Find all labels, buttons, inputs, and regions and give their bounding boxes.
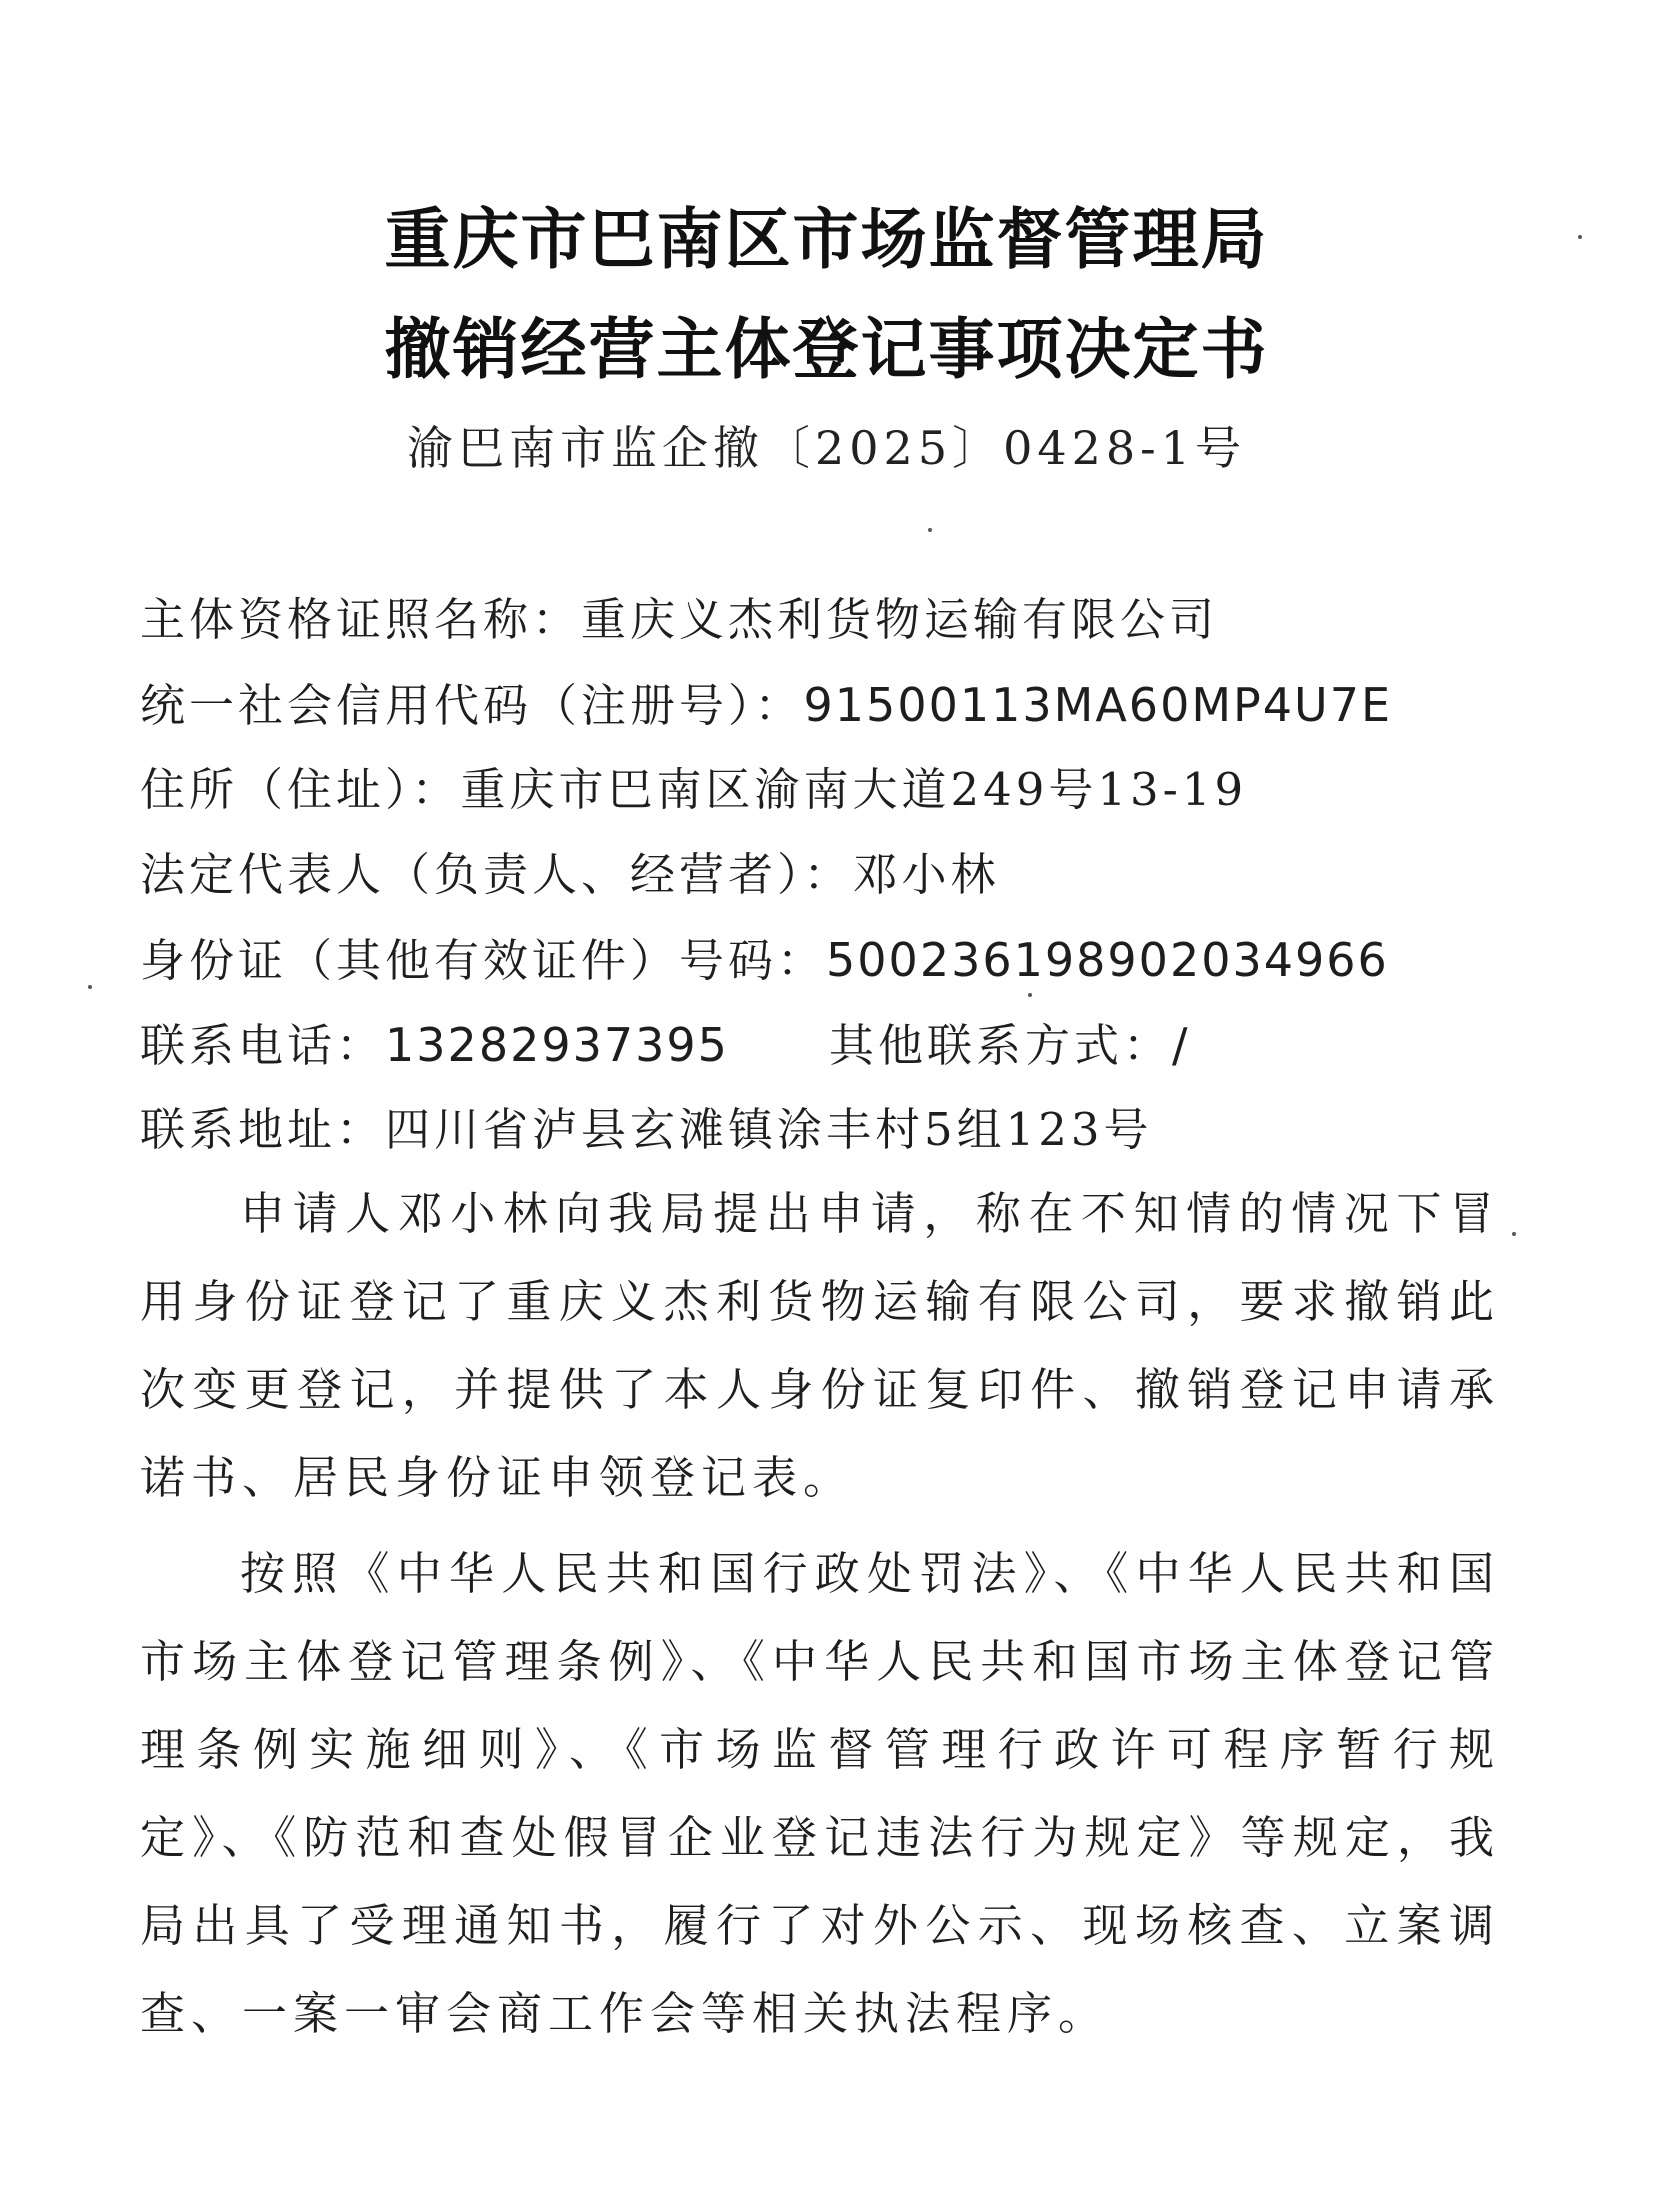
credit-code-label: 统一社会信用代码（注册号）： <box>140 679 804 732</box>
entity-name-label: 主体资格证照名称： <box>140 593 582 646</box>
phone-row <box>140 1015 1520 1076</box>
body-paragraph-2: 按照《中华人民共和国行政处罚法》、《中华人民共和国市场主体登记管理条例》、《中华人民共和国市场主体登记管理条例实施细则》、《市场监督管理行政许可程序暂行规定》、《防范和查处假冒企业登记违法行为规定》等规定，我局出具了受理通知书，履行了对外公示、现场核查、立案调查、一案一审会商工作会等相关执法程序。 <box>140 1547 1500 2040</box>
legal-rep-label: 法定代表人（负责人、经营者）： <box>140 848 853 901</box>
scan-speck <box>1512 1232 1516 1236</box>
legal-rep-value: 邓小林 <box>852 848 1000 901</box>
other-contact-value: / <box>1171 1018 1190 1072</box>
contact-address-value: 四川省泸县玄滩镇涂丰村5组123号 <box>385 1103 1153 1156</box>
id-number-label: 身份证（其他有效证件）号码： <box>140 934 827 987</box>
contact-address-label: 联系地址： <box>140 1103 386 1156</box>
entity-name-row <box>140 590 1520 650</box>
scan-speck <box>88 985 92 989</box>
id-number-row <box>140 930 1520 991</box>
document-title-line2: 撤销经营主体登记事项决定书 <box>384 311 1269 388</box>
scan-speck <box>1028 993 1032 997</box>
credit-code-value: 91500113MA60MP4U7E <box>803 678 1393 732</box>
scan-speck <box>928 528 932 532</box>
phone-label: 联系电话： <box>140 1019 386 1072</box>
legal-rep-row <box>140 845 1520 905</box>
body-paragraph-1: 申请人邓小林向我局提出申请，称在不知情的情况下冒用身份证登记了重庆义杰利货物运输有限公司，要求撤销此次变更登记，并提供了本人身份证复印件、撤销登记申请承诺书、居民身份证申领登记表。 <box>140 1187 1500 1504</box>
phone-value: 13282937395 <box>385 1018 729 1072</box>
scan-speck <box>1578 235 1582 239</box>
address-row <box>140 760 1520 820</box>
document-title-line1: 重庆市巴南区市场监督管理局 <box>384 201 1269 278</box>
credit-code-row <box>140 675 1520 736</box>
document-number: 渝巴南市监企撤〔2025〕0428-1号 <box>407 421 1246 475</box>
contact-address-row <box>140 1100 1520 1160</box>
entity-name-value: 重庆义杰利货物运输有限公司 <box>581 593 1219 646</box>
address-label: 住所（住址）： <box>140 763 461 816</box>
other-contact-label: 其他联系方式： <box>828 1019 1172 1072</box>
id-number-value: 500236198902034966 <box>826 933 1389 987</box>
address-value: 重庆市巴南区渝南大道249号13-19 <box>460 763 1248 816</box>
